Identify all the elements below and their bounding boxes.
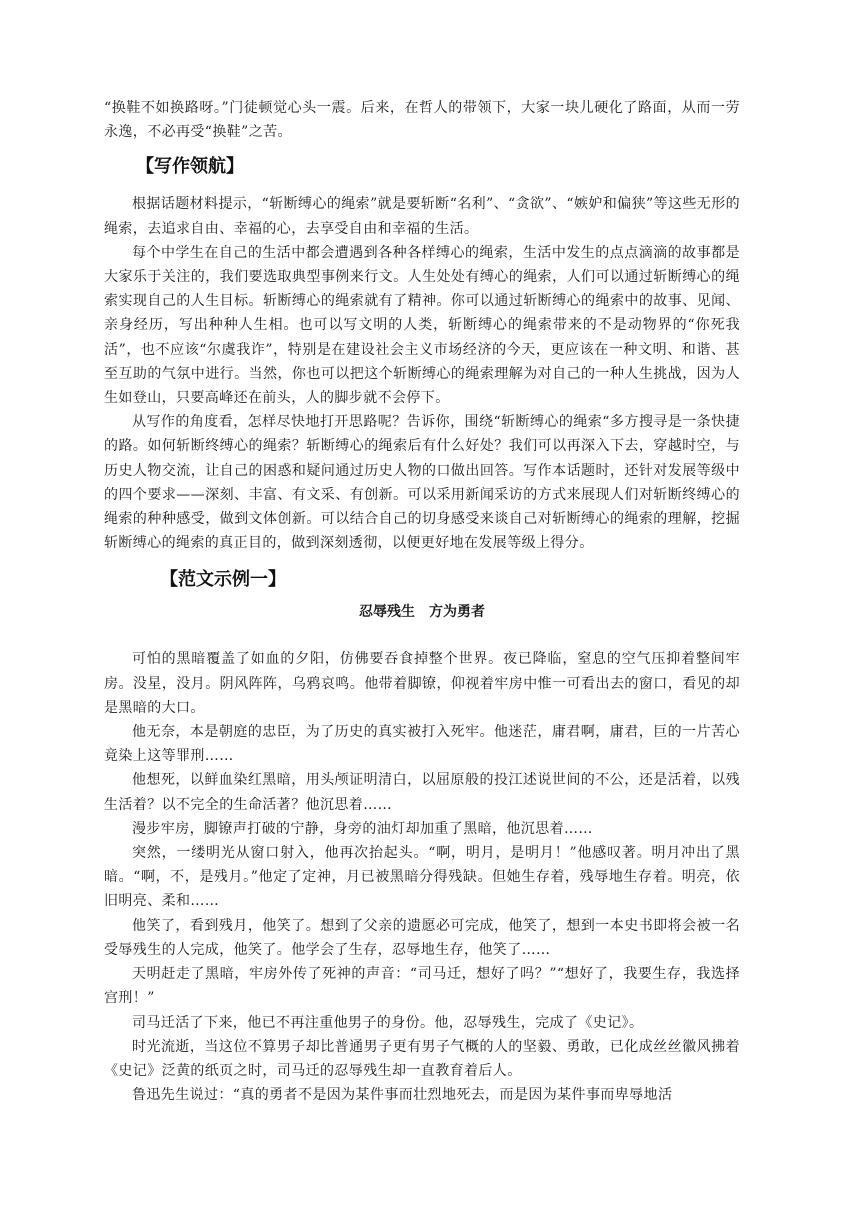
example-heading: 【范文示例一】: [160, 569, 286, 591]
essay-paragraph: 他笑了，看到残月，他笑了。想到了父亲的遗愿必可完成，他笑了，想到一本史书即将会被一名受辱残生的人完成，他笑了。他学会了生存，忍辱地生存，他笑了……: [104, 917, 740, 958]
essay-paragraph: 司马迁活了下来，他已不再注重他男子的身份。他，忍辱残生，完成了《史记》。: [132, 1014, 644, 1031]
essay-paragraph: 漫步牢房，脚镣声打破的宁静，身旁的油灯却加重了黑暗，他沉思着……: [132, 820, 593, 837]
essay-paragraph: 他想死，以鲜血染红黑暗，用头颅证明清白，以屈原般的投江述说世间的不公，还是活着，以残生活着？以不完全的生命活著？他沉思着……: [104, 772, 740, 813]
essay-paragraph: 天明赶走了黑暗，牢房外传了死神的声音：“司马迁，想好了吗？”“想好了，我要生存，我选择宫刑！”: [104, 966, 740, 1007]
essay-paragraph: 鲁迅先生说过：“真的勇者不是因为某件事而壮烈地死去，而是因为某件事而卑辱地活: [132, 1087, 673, 1104]
writing-guide-paragraph: 从写作的角度看，怎样尽快地打开思路呢？告诉你，围绕“斩断缚心的绳索“多方搜寻是一条快捷的路。如何斩断终缚心的绳索？斩断缚心的绳索后有什么好处？我们可以再深入下去，穿越时空，与历史人物交流，让自己的困惑和疑问通过历史人物的口做出回答。写作本话题时，还针对发展等级中的四个要求——深刻、丰富、有文采、有创新。可以采用新闻采访的方式来展现人们对斩断终缚心的绳索的种种感受，做到文体创新。可以结合自己的切身感受来谈自己对斩断缚心的绳索的理解，挖掘斩断缚心的绳索的真正目的，做到深刻透彻，以便更好地在发展等级上得分。: [104, 414, 740, 552]
intro-paragraph: “换鞋不如换路呀。”门徒顿觉心头一震。后来，在哲人的带领下，大家一块儿硬化了路面，从而一劳永逸，不必再受“换鞋”之苦。: [104, 100, 740, 141]
essay-paragraph: 突然，一缕明光从窗口射入，他再次抬起头。“啊，明月，是明月！”他感叹著。明月冲出了黑暗。“啊，不，是残月。”他定了定神，月已被黑暗分得残缺。但她生存着，残辱地生存着。明亮，依旧明亮、柔和……: [104, 845, 740, 910]
page-content: [104, 96, 740, 1107]
writing-guide-paragraph: 每个中学生在自己的生活中都会遭遇到各种各样缚心的绳索，生活中发生的点点滴滴的故事都是大家乐于关注的，我们要选取典型事例来行文。人生处处有缚心的绳索，人们可以通过斩断缚心的绳索实现自己的人生目标。斩断缚心的绳索就有了精神。你可以通过斩断缚心的绳索中的故事、见闻、亲身经历，写出种种人生相。也可以写文明的人类，斩断缚心的绳索带来的不是动物界的“你死我活”，也不应该“尔虞我诈”，特别是在建设社会主义市场经济的今天，更应该在一种文明、和谐、甚至互助的气氛中进行。当然，你也可以把这个斩断缚心的绳索理解为对自己的一种人生挑战，因为人生如登山，只要高峰还在前头，人的脚步就不会停下。: [104, 244, 740, 407]
writing-guide-paragraph: 根据话题材料提示，“斩断缚心的绳索”就是要斩断“名利”、“贪欲”、“嫉妒和偏狭”等这些无形的绳索，去追求自由、幸福的心，去享受自由和幸福的生活。: [104, 196, 740, 237]
essay-paragraph: 他无奈，本是朝庭的忠臣，为了历史的真实被打入死牢。他迷茫，庸君啊，庸君，巨的一片苦心竟染上这等罪刑……: [104, 724, 740, 765]
writing-guide-heading: 【写作领航】: [136, 156, 244, 178]
essay-title: 忍辱残生 方为勇者: [359, 604, 485, 621]
essay-paragraph: 可怕的黑暗覆盖了如血的夕阳，仿佛要吞食掉整个世界。夜已降临，窒息的空气压抑着整间牢房。没星，没月。阴风阵阵，乌鸦哀鸣。他带着脚镣，仰视着牢房中惟一可看出去的窗口，看见的却是黑暗的大口。: [104, 651, 740, 716]
essay-paragraph: 时光流逝，当这位不算男子却比普通男子更有男子气概的人的坚毅、勇敢，已化成丝丝徽风拂着《史记》泛黄的纸页之时，司马迁的忍辱残生却一直教育着后人。: [104, 1038, 740, 1079]
